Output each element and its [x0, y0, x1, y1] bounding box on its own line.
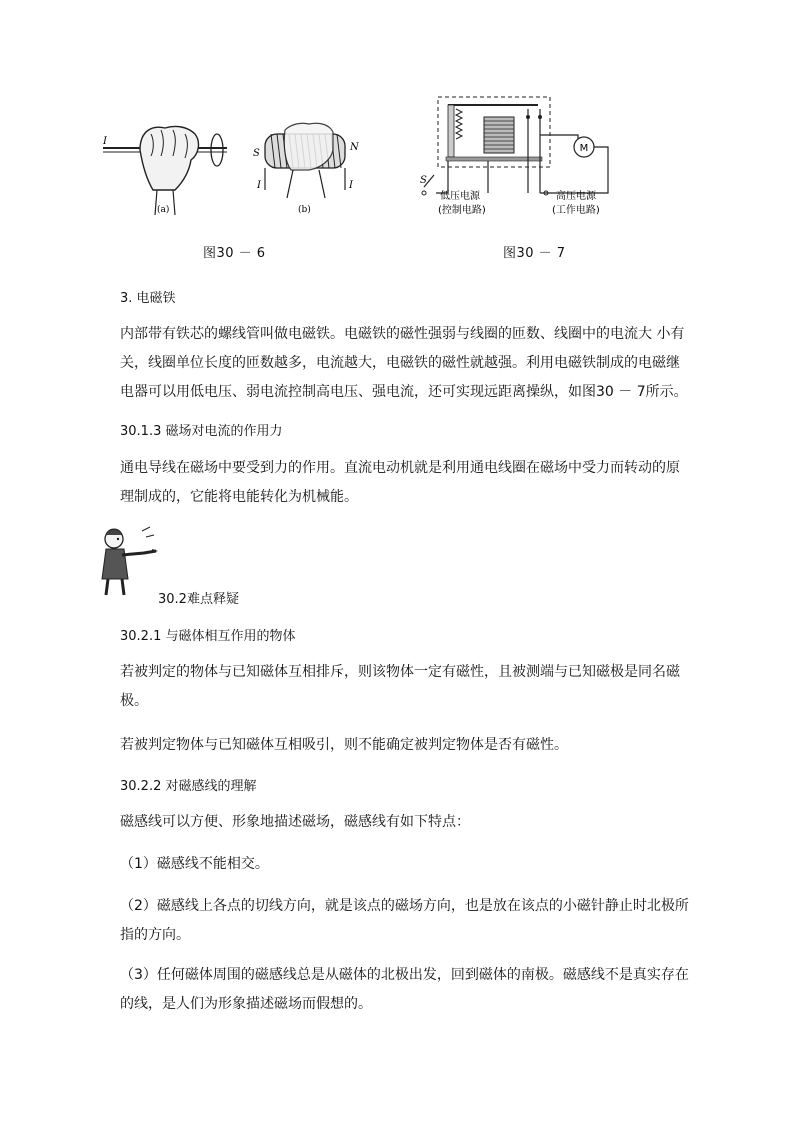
section-30-2-1-paragraph-2: 若被判定物体与已知磁体互相吸引，则不能确定被判定物体是否有磁性。 [120, 737, 568, 753]
subfigure-b-label: (b) [298, 205, 311, 215]
list-item-3: （3）任何磁体周围的磁感线总是从磁体的北极出发，回到磁体的南极。磁感线不是真实存在的线，是人们为形象描述磁场而假想的。 [120, 967, 689, 1012]
relay-circuit-diagram [418, 95, 628, 220]
list-item-2: （2）磁感线上各点的切线方向，就是该点的磁场方向，也是放在该点的小磁针静止时北极所指的方向。 [120, 898, 689, 943]
section-30-2-2-title: 30.2.2 对磁感线的理解 [120, 779, 257, 794]
section-30-2-1-title: 30.2.1 与磁体相互作用的物体 [120, 629, 296, 644]
section-30-2-title: 30.2难点释疑 [158, 592, 239, 607]
current-label: I [103, 136, 107, 147]
list-item-1: （1）磁感线不能相交。 [120, 856, 269, 872]
north-pole-label: N [350, 142, 359, 153]
subfigure-a-label: (a) [157, 205, 170, 215]
section-electromagnet-paragraph: 内部带有铁芯的螺线管叫做电磁铁。电磁铁的磁性强弱与线圈的匝数、线圈中的电流大 小有关，线圈单位长度的匝数越多，电流越大，电磁铁的磁性就越强。利用电磁铁制成的电磁继电器可以用低电压、弱电流控制高电压、强电流，还可实现远距离操纵，如图30 － 7所示。 [120, 326, 688, 400]
section-30-1-3-title: 30.1.3 磁场对电流的作用力 [120, 424, 283, 439]
current-label-left: I [257, 180, 261, 191]
pointing-man-icon [98, 525, 160, 597]
switch-label: S [420, 175, 427, 186]
low-voltage-source-label: 低压电源 [440, 191, 480, 202]
cartoon-illustration [98, 525, 160, 597]
south-pole-label: S [253, 148, 260, 159]
section-30-1-3-paragraph: 通电导线在磁场中要受到力的作用。直流电动机就是利用通电线圈在磁场中受力而转动的原理制成的，它能将电能转化为机械能。 [120, 460, 680, 505]
high-voltage-source-label: 高压电源 [556, 191, 596, 202]
figure-30-7 [418, 95, 628, 220]
section-electromagnet-title: 3. 电磁铁 [120, 291, 176, 306]
current-label-right: I [349, 180, 353, 191]
figure-30-7-caption: 图30 － 7 [503, 246, 566, 261]
work-circuit-label: (工作电路) [552, 205, 600, 216]
control-circuit-label: (控制电路) [438, 205, 486, 216]
section-30-2-2-intro: 磁感线可以方便、形象地描述磁场，磁感线有如下特点： [120, 814, 470, 830]
motor-label: M [579, 143, 589, 154]
figure-30-6-caption: 图30 － 6 [203, 246, 266, 261]
section-30-2-1-paragraph-1: 若被判定的物体与已知磁体互相排斥，则该物体一定有磁性，且被测端与已知磁极是同名磁极。 [120, 664, 680, 709]
right-hand-rule-illustration [95, 120, 360, 220]
figure-30-6 [95, 120, 360, 220]
